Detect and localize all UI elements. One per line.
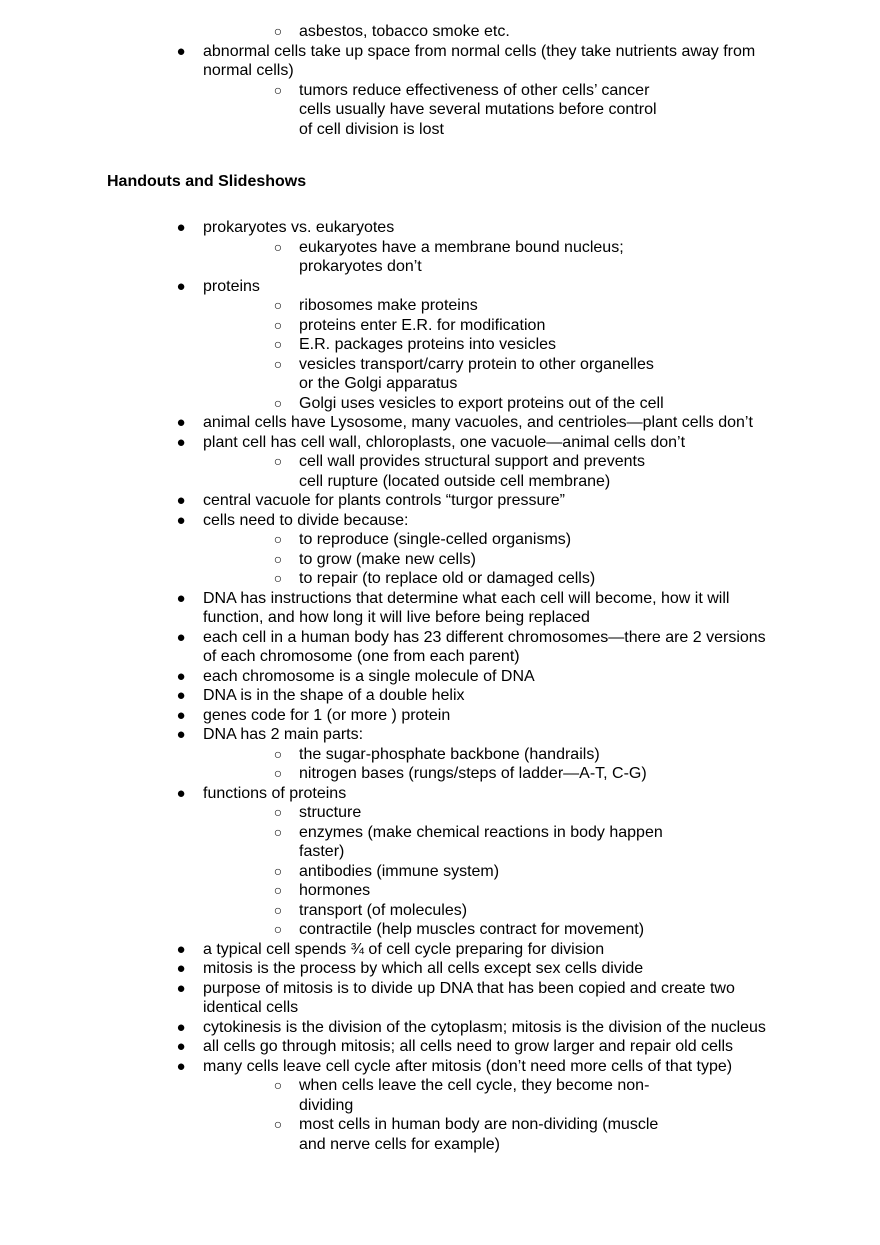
list-item-text: functions of proteins (203, 784, 347, 802)
list-item (0, 686, 880, 706)
hollow-bullet-icon: ○ (273, 765, 283, 781)
list-item (0, 296, 780, 316)
top-sublist-2 (203, 81, 780, 140)
list-item (0, 218, 880, 277)
list-item (0, 452, 780, 491)
top-list-main (0, 42, 880, 140)
list-item-text: mitosis is the process by which all cells except sex cells divide (203, 960, 644, 977)
list-item (0, 667, 880, 687)
solid-bullet-icon: ● (176, 667, 186, 685)
list-item-text: central vacuole for plants controls “turgor pressure” (203, 492, 565, 509)
list-item (0, 277, 880, 414)
solid-bullet-icon: ● (176, 433, 186, 451)
solid-bullet-icon: ● (176, 1057, 186, 1075)
list-item (0, 530, 780, 550)
list-item-text: purpose of mitosis is to divide up DNA that has been copied and create two identical cells (203, 979, 735, 1016)
solid-bullet-icon: ● (176, 960, 186, 977)
list-item-text: DNA has instructions that determine what each cell will become, how it will function, and how long it will live before being replaced (203, 589, 730, 626)
list-item (0, 862, 780, 882)
solid-bullet-icon: ● (176, 687, 186, 704)
list-item (0, 491, 880, 511)
list-item-text: cytokinesis is the division of the cytoplasm; mitosis is the division of the nucleus (203, 1018, 766, 1036)
list-item-text: many cells leave cell cycle after mitosis (don’t need more cells of that type) (203, 1057, 733, 1075)
top-sublist-1 (0, 22, 880, 42)
list-item-text: each chromosome is a single molecule of DNA (203, 667, 535, 685)
list-item-text: to reproduce (single-celled organisms) (299, 531, 572, 548)
hollow-bullet-icon: ○ (273, 901, 283, 918)
list-item-text: nitrogen bases (rungs/steps of ladder—A-T, C-G) (299, 765, 647, 782)
hollow-bullet-icon: ○ (273, 336, 283, 352)
list-item-text: cells need to divide because: (203, 511, 409, 529)
list-item (0, 1057, 880, 1155)
list-item-text: to repair (to replace old or damaged cells) (299, 570, 596, 587)
list-item (0, 764, 780, 784)
main-list (0, 218, 880, 1154)
list-item (0, 823, 780, 862)
list-item-text: animal cells have Lysosome, many vacuoles, and centrioles—plant cells don’t (203, 414, 753, 431)
list-item-text: structure (299, 804, 362, 821)
list-item (0, 745, 780, 765)
list-item-text: contractile (help muscles contract for movement) (299, 921, 645, 938)
list-item-text: E.R. packages proteins into vesicles (299, 336, 557, 353)
list-item-text: when cells leave the cell cycle, they become non-dividing (299, 1077, 650, 1114)
hollow-bullet-icon: ○ (273, 316, 283, 333)
section-heading: Handouts and Slideshows (107, 173, 307, 190)
solid-bullet-icon: ● (176, 414, 186, 431)
solid-bullet-icon: ● (176, 784, 186, 802)
solid-bullet-icon: ● (176, 726, 186, 743)
list-item (0, 238, 780, 277)
list-item-text: vesicles transport/carry protein to other organelles or the Golgi apparatus (299, 355, 654, 392)
hollow-bullet-icon: ○ (273, 823, 283, 840)
list-item-text: asbestos, tobacco smoke etc. (299, 23, 510, 40)
solid-bullet-icon: ● (176, 511, 186, 529)
list-item (0, 725, 880, 784)
sublist (203, 745, 780, 784)
list-item (0, 42, 880, 140)
list-item-text: proteins enter E.R. for modification (299, 316, 546, 334)
top-list (0, 22, 880, 139)
solid-bullet-icon: ● (176, 219, 186, 236)
list-item (0, 706, 880, 726)
list-item (0, 22, 880, 42)
hollow-bullet-icon: ○ (273, 297, 283, 313)
list-item (0, 1037, 880, 1057)
hollow-bullet-icon: ○ (273, 453, 283, 469)
hollow-bullet-icon: ○ (273, 81, 283, 98)
list-item (0, 394, 780, 414)
list-item (0, 940, 880, 960)
list-item (0, 881, 780, 901)
list-item-text: Golgi uses vesicles to export proteins out of the cell (299, 394, 664, 412)
list-item (0, 511, 880, 589)
list-item (0, 628, 880, 667)
list-item-text: prokaryotes vs. eukaryotes (203, 219, 395, 236)
sublist (203, 803, 780, 940)
hollow-bullet-icon: ○ (273, 1077, 283, 1093)
list-item-text: DNA is in the shape of a double helix (203, 687, 465, 704)
list-item-text: a typical cell spends ¾ of cell cycle preparing for division (203, 940, 605, 958)
list-item (0, 920, 780, 940)
list-item (0, 81, 780, 140)
list-item-text: enzymes (make chemical reactions in body happen faster) (299, 823, 663, 860)
sublist (203, 452, 780, 491)
sublist (203, 530, 780, 589)
list-item-text: abnormal cells take up space from normal cells (they take nutrients away from normal cells) (203, 42, 756, 79)
list-item (0, 413, 880, 433)
list-item-text: antibodies (immune system) (299, 862, 500, 880)
list-item (0, 979, 880, 1018)
solid-bullet-icon: ● (176, 492, 186, 509)
list-item-text: each cell in a human body has 23 different chromosomes—there are 2 versions of each chromosome (one from each parent) (203, 628, 766, 665)
list-item (0, 1115, 780, 1154)
hollow-bullet-icon: ○ (273, 238, 283, 255)
solid-bullet-icon: ● (176, 1038, 186, 1055)
sublist (203, 296, 780, 413)
list-item (0, 1018, 880, 1038)
list-item (0, 901, 780, 921)
list-item-text: transport (of molecules) (299, 901, 468, 919)
list-item-text: plant cell has cell wall, chloroplasts, one vacuole—animal cells don’t (203, 433, 686, 451)
sublist (203, 238, 780, 277)
list-item-text: ribosomes make proteins (299, 297, 478, 314)
hollow-bullet-icon: ○ (273, 745, 283, 762)
list-item (0, 569, 780, 589)
solid-bullet-icon: ● (176, 940, 186, 958)
list-item-text: tumors reduce effectiveness of other cells’ cancer cells usually have several mutations before control of cell division is lost (299, 81, 657, 138)
hollow-bullet-icon: ○ (273, 570, 283, 586)
list-item (0, 959, 880, 979)
list-item (0, 335, 780, 355)
main-list-root (0, 218, 880, 1154)
list-item (0, 784, 880, 940)
hollow-bullet-icon: ○ (273, 531, 283, 547)
solid-bullet-icon: ● (176, 1018, 186, 1036)
hollow-bullet-icon: ○ (273, 1116, 283, 1132)
list-item (0, 1076, 780, 1115)
hollow-bullet-icon: ○ (273, 804, 283, 820)
hollow-bullet-icon: ○ (273, 882, 283, 898)
hollow-bullet-icon: ○ (273, 550, 283, 567)
list-item (0, 550, 780, 570)
list-item (0, 355, 780, 394)
solid-bullet-icon: ● (176, 706, 186, 724)
solid-bullet-icon: ● (176, 979, 186, 997)
list-item-text: genes code for 1 (or more ) protein (203, 706, 451, 724)
hollow-bullet-icon: ○ (273, 862, 283, 879)
hollow-bullet-icon: ○ (273, 23, 283, 39)
list-item-text: most cells in human body are non-dividing (muscle and nerve cells for example) (299, 1116, 659, 1153)
list-item-text: DNA has 2 main parts: (203, 726, 364, 743)
list-item-text: the sugar-phosphate backbone (handrails) (299, 745, 600, 763)
list-item (0, 803, 780, 823)
hollow-bullet-icon: ○ (273, 921, 283, 937)
solid-bullet-icon: ● (176, 42, 186, 60)
list-item-text: eukaryotes have a membrane bound nucleus; prokaryotes don’t (299, 238, 624, 275)
solid-bullet-icon: ● (176, 628, 186, 646)
list-item (0, 433, 880, 492)
list-item-text: proteins (203, 277, 260, 295)
list-item-text: to grow (make new cells) (299, 550, 476, 568)
list-item-text: cell wall provides structural support and prevents cell rupture (located outside cell membrane) (299, 453, 645, 490)
solid-bullet-icon: ● (176, 589, 186, 607)
list-item (0, 316, 780, 336)
list-item (0, 589, 880, 628)
list-item-text: all cells go through mitosis; all cells need to grow larger and repair old cells (203, 1038, 734, 1055)
list-item-text: hormones (299, 882, 371, 899)
hollow-bullet-icon: ○ (273, 394, 283, 411)
sublist (203, 1076, 780, 1154)
hollow-bullet-icon: ○ (273, 355, 283, 372)
solid-bullet-icon: ● (176, 277, 186, 295)
